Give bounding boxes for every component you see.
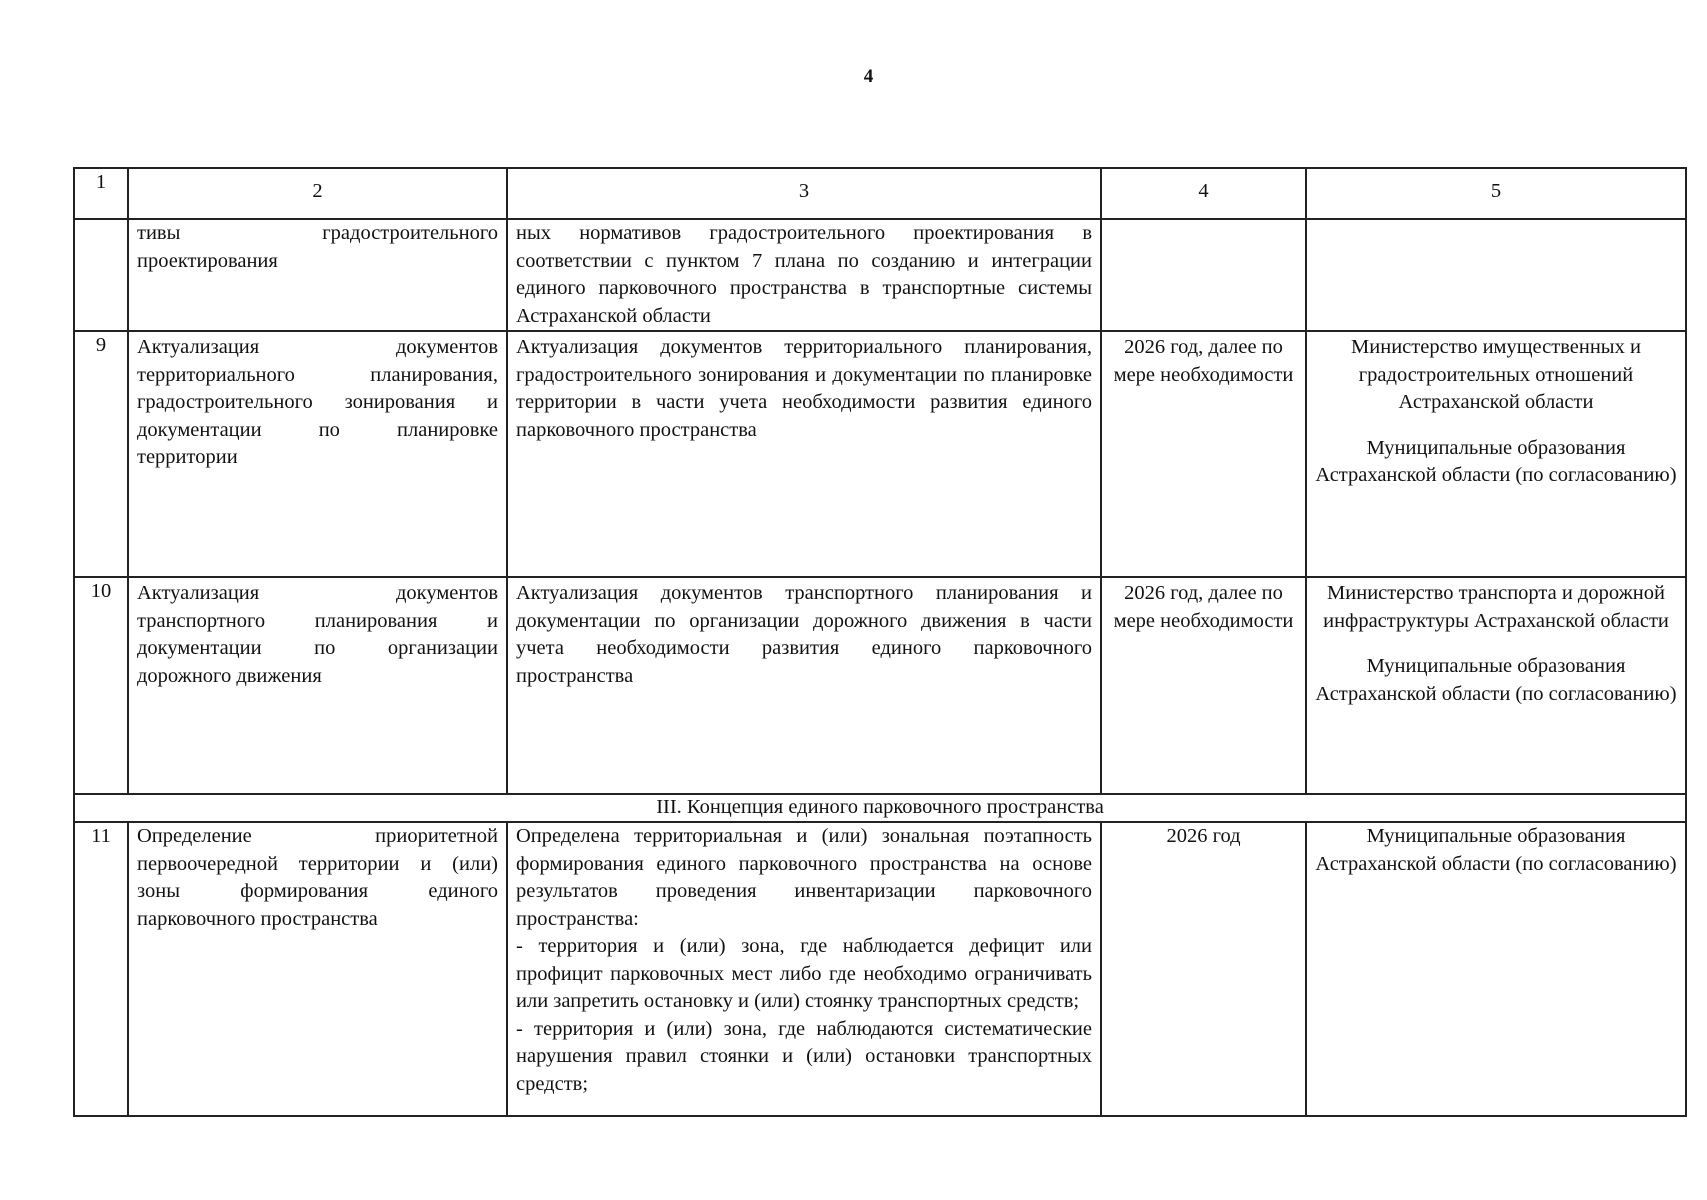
column-header-1: 1 (74, 168, 128, 219)
table-row-10 (74, 577, 1686, 794)
term-cell: 2026 год (1101, 822, 1306, 1116)
row-number: 10 (74, 577, 128, 794)
executor-name: Муниципальные образования Астраханской области (по согласованию) (1315, 436, 1677, 486)
activity-plan-table (73, 167, 1687, 1117)
measure-cell: Актуализация документов транспортного планирования и документации по организации дорожного движения (128, 577, 507, 794)
table-row-11 (74, 822, 1686, 1116)
measure-cell: Определение приоритетной первоочередной территории и (или) зоны формирования единого парковочного пространства (128, 822, 507, 1116)
executor-cell (1306, 822, 1686, 1116)
result-cell: ных нормативов градостроительного проектирования в соответствии с пунктом 7 плана по созданию и интеграции единого парковочного пространства в транспортные системы Астраханской области (507, 219, 1101, 331)
column-header-2: 2 (128, 168, 507, 219)
section-heading-row (74, 794, 1686, 822)
executor-cell (1306, 577, 1686, 794)
executor-cell (1306, 219, 1686, 331)
executor-name: Министерство имущественных и градостроительных отношений Астраханской области (1351, 336, 1641, 413)
executor-name: Муниципальные образования Астраханской области (по согласованию) (1315, 825, 1677, 875)
result-cell: Актуализация документов территориального планирования, градостроительного зонирования и документации по планировке территории в части учета необходимости развития единого парковочного пространства (507, 331, 1101, 577)
measure-cell: тивы градостроительного проектирования (128, 219, 507, 331)
measure-cell: Актуализация документов территориального планирования, градостроительного зонирования и документации по планировке территории (128, 331, 507, 577)
row-number: 11 (74, 822, 128, 1116)
executor-cell (1306, 331, 1686, 577)
table-row-9 (74, 331, 1686, 577)
column-header-3: 3 (507, 168, 1101, 219)
result-cell (507, 822, 1101, 1116)
result-list-item: - территория и (или) зона, где наблюдается дефицит или профицит парковочных мест либо где необходимо ограничивать или запретить остановку и (или) стоянку транспортных средств; (516, 935, 1092, 1012)
column-header-4: 4 (1101, 168, 1306, 219)
row-number: 9 (74, 331, 128, 577)
term-cell: 2026 год, далее по мере необходимости (1101, 577, 1306, 794)
column-header-5: 5 (1306, 168, 1686, 219)
executor-name: Муниципальные образования Астраханской области (по согласованию) (1315, 655, 1677, 705)
section-title: III. Концепция единого парковочного пространства (74, 794, 1686, 822)
row-number (74, 219, 128, 331)
executor-name: Министерство транспорта и дорожной инфраструктуры Астраханской области (1323, 582, 1669, 632)
term-cell (1101, 219, 1306, 331)
table-header-row (74, 168, 1686, 219)
page-number: 4 (863, 66, 874, 87)
result-cell: Актуализация документов транспортного планирования и документации по организации дорожного движения в части учета необходимости развития единого парковочного пространства (507, 577, 1101, 794)
table-row-continuation (74, 219, 1686, 331)
result-intro: Определена территориальная и (или) зональная поэтапность формирования единого парковочного пространства на основе результатов проведения инвентаризации парковочного пространства: (516, 825, 1092, 930)
result-list-item: - территория и (или) зона, где наблюдаются систематические нарушения правил стоянки и (или) остановки транспортных средств; (516, 1017, 1092, 1095)
term-cell: 2026 год, далее по мере необходимости (1101, 331, 1306, 577)
